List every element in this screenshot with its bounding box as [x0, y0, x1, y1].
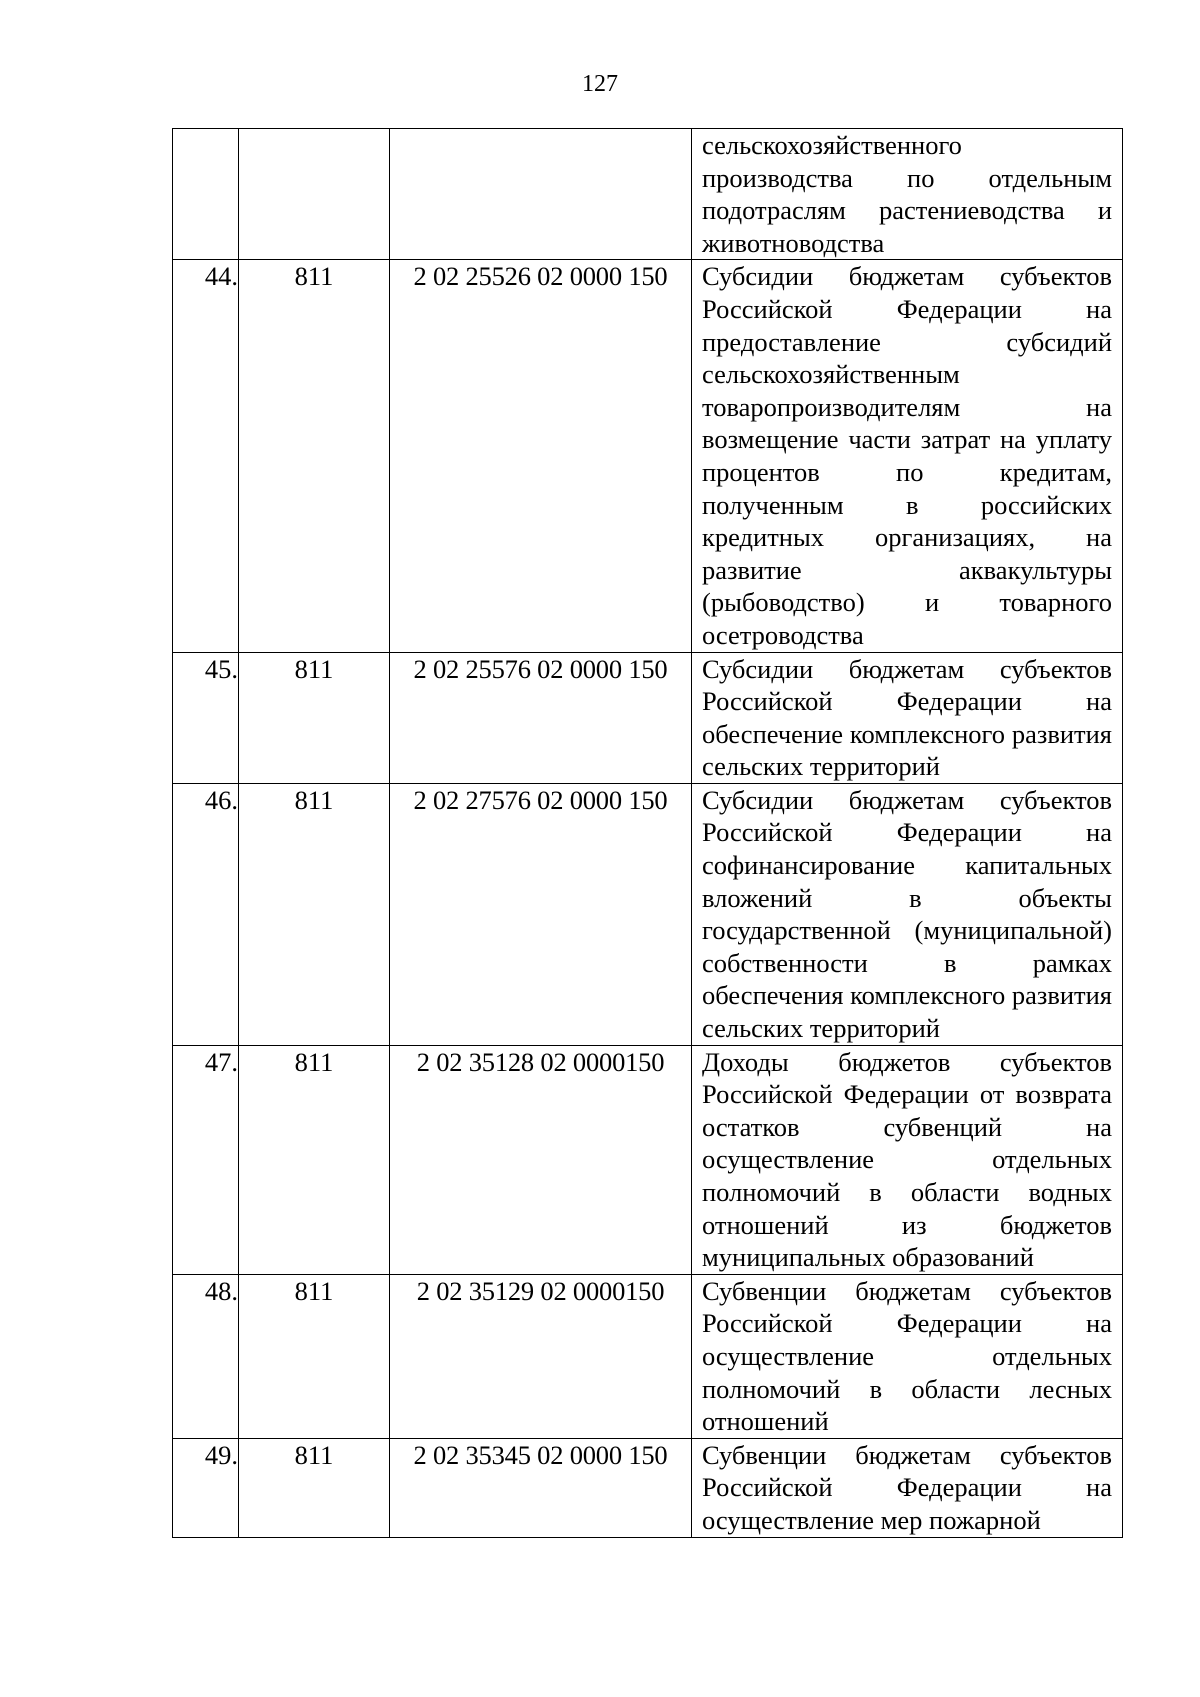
budget-classification-code: 2 02 25526 02 0000 150 — [390, 260, 692, 652]
budget-classification-code: 2 02 35128 02 0000150 — [390, 1045, 692, 1274]
table-row — [173, 260, 1123, 652]
admin-code: 811 — [239, 260, 390, 652]
income-description: сельскохозяйственного производства по отдельным подотраслям растениеводства и животноводства — [692, 129, 1123, 260]
row-number: 44. — [173, 260, 239, 652]
income-description: Субсидии бюджетам субъектов Российской Федерации на обеспечение комплексного развития сельских территорий — [692, 652, 1123, 783]
budget-classification-code — [390, 129, 692, 260]
income-description: Субсидии бюджетам субъектов Российской Федерации на предоставление субсидий сельскохозяйственным товаропроизводителям на возмещение части затрат на уплату процентов по кредитам, полученным в российских кредитных организациях, на развитие аквакультуры (рыбоводство) и товарного осетроводства — [692, 260, 1123, 652]
row-number: 46. — [173, 783, 239, 1045]
admin-code: 811 — [239, 652, 390, 783]
admin-code: 811 — [239, 1045, 390, 1274]
admin-code: 811 — [239, 1274, 390, 1438]
row-number: 47. — [173, 1045, 239, 1274]
budget-classification-code: 2 02 35129 02 0000150 — [390, 1274, 692, 1438]
budget-classification-code: 2 02 35345 02 0000 150 — [390, 1438, 692, 1537]
row-number: 45. — [173, 652, 239, 783]
revenue-table — [172, 128, 1123, 1538]
admin-code: 811 — [239, 783, 390, 1045]
budget-classification-code: 2 02 27576 02 0000 150 — [390, 783, 692, 1045]
table-row — [173, 652, 1123, 783]
income-description: Доходы бюджетов субъектов Российской Федерации от возврата остатков субвенций на осуществление отдельных полномочий в области водных отношений из бюджетов муниципальных образований — [692, 1045, 1123, 1274]
table-row — [173, 129, 1123, 260]
page-number: 127 — [582, 71, 618, 97]
budget-classification-code: 2 02 25576 02 0000 150 — [390, 652, 692, 783]
row-number: 48. — [173, 1274, 239, 1438]
table-row — [173, 783, 1123, 1045]
row-number: 49. — [173, 1438, 239, 1537]
admin-code — [239, 129, 390, 260]
table-row — [173, 1045, 1123, 1274]
admin-code: 811 — [239, 1438, 390, 1537]
row-number — [173, 129, 239, 260]
table-row — [173, 1274, 1123, 1438]
income-description: Субсидии бюджетам субъектов Российской Федерации на софинансирование капитальных вложений в объекты государственной (муниципальной) собственности в рамках обеспечения комплексного развития сельских территорий — [692, 783, 1123, 1045]
table-row — [173, 1438, 1123, 1537]
income-description: Субвенции бюджетам субъектов Российской Федерации на осуществление отдельных полномочий в области лесных отношений — [692, 1274, 1123, 1438]
income-description: Субвенции бюджетам субъектов Российской Федерации на осуществление мер пожарной — [692, 1438, 1123, 1537]
